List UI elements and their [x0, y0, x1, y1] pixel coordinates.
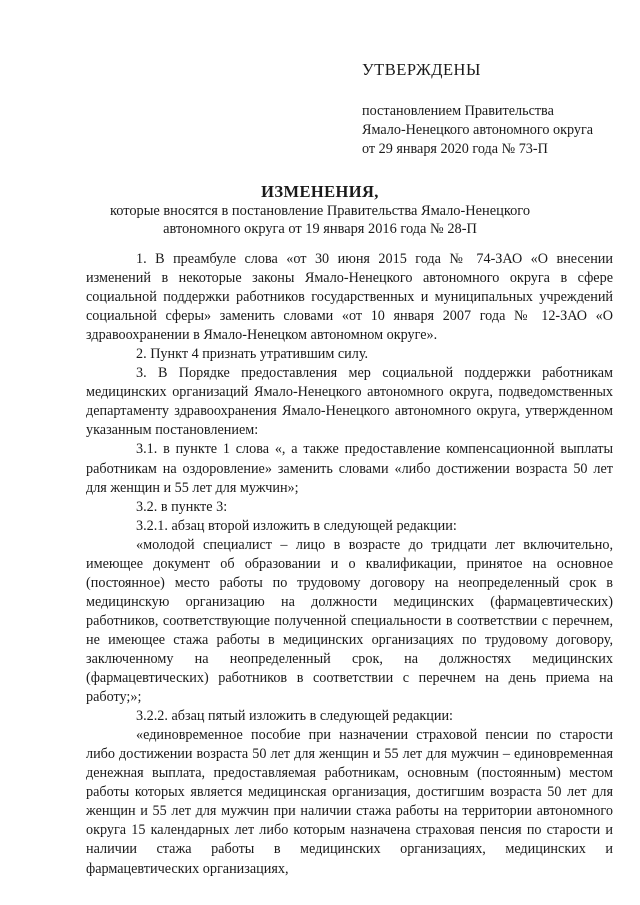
document-subtitle-line: которые вносятся в постановление Правительства Ямало-Ненецкого	[109, 203, 531, 219]
paragraph-1: 1. В преамбуле слова «от 30 июня 2015 года № 74-ЗАО «О внесении изменений в некоторые законы Ямало-Ненецкого автономного округа в сфере социальной поддержки работников государственных и муниципальных учреждений социальной сферы» заменить словами «от 10 января 2007 года № 12-ЗАО «О здравоохранении в Ямало-Ненецком автономном округе».	[86, 251, 613, 344]
paragraph-3-1: 3.1. в пункте 1 слова «, а также предоставление компенсационной выплаты работникам на оздоровление» заменить словами «либо достижении возраста 50 лет для женщин и 55 лет для мужчин»;	[86, 441, 613, 496]
approval-block	[362, 60, 612, 159]
document-subtitle-line: автономного округа от 19 января 2016 года № 28-П	[163, 221, 477, 237]
document-body	[86, 250, 613, 879]
approval-line: от 29 января 2020 года № 73-П	[362, 141, 548, 157]
paragraph-3-2: 3.2. в пункте 3:	[136, 498, 228, 515]
approval-title: УТВЕРЖДЕНЫ	[362, 60, 481, 79]
paragraph-2: 2. Пункт 4 признать утратившим силу.	[136, 346, 369, 363]
quote-lump-sum-allowance: «единовременное пособие при назначении страховой пенсии по старости либо достижении возраста 50 лет для женщин и 55 лет для мужчин – единовременная денежная выплата, предоставляемая работникам, основным (постоянным) местом работы которых является медицинская организация, достигшим возраста 50 лет для женщин и 55 лет для мужчин при наличии стажа работы на территории автономного округа 15 календарных лет либо которым назначена страховая пенсия по старости и наличии стажа работы в медицинских организациях, медицинских и фармацевтических организациях,	[86, 727, 613, 877]
approval-line: Ямало-Ненецкого автономного округа	[362, 122, 594, 138]
paragraph-3: 3. В Порядке предоставления мер социальной поддержки работникам медицинских организаций Ямало-Ненецкого автономного округа, подведомственных департаменту здравоохранения Ямало-Ненецкого автономного округа, утвержденном указанным постановлением:	[86, 365, 613, 439]
document-title: ИЗМЕНЕНИЯ,	[261, 182, 379, 201]
document-heading	[86, 182, 554, 238]
paragraph-3-2-2: 3.2.2. абзац пятый изложить в следующей редакции:	[136, 708, 453, 725]
quote-young-specialist: «молодой специалист – лицо в возрасте до тридцати лет включительно, имеющее документ об образовании и о квалификации, принятое на основное (постоянное) место работы по трудовому договору на неопределенный срок в медицинскую организацию на должности медицинских (фармацевтических) работников, соответствующие полученной специальности в соответствии с перечнем, не имеющее стажа работы в медицинских организациях по трудовому договору, заключенному на неопределенный срок, на должностях медицинских (фармацевтических) работников в соответствии с перечнем на день приема на работу;»;	[86, 536, 613, 706]
paragraph-3-2-1: 3.2.1. абзац второй изложить в следующей редакции:	[136, 517, 457, 534]
approval-line: постановлением Правительства	[362, 103, 554, 119]
